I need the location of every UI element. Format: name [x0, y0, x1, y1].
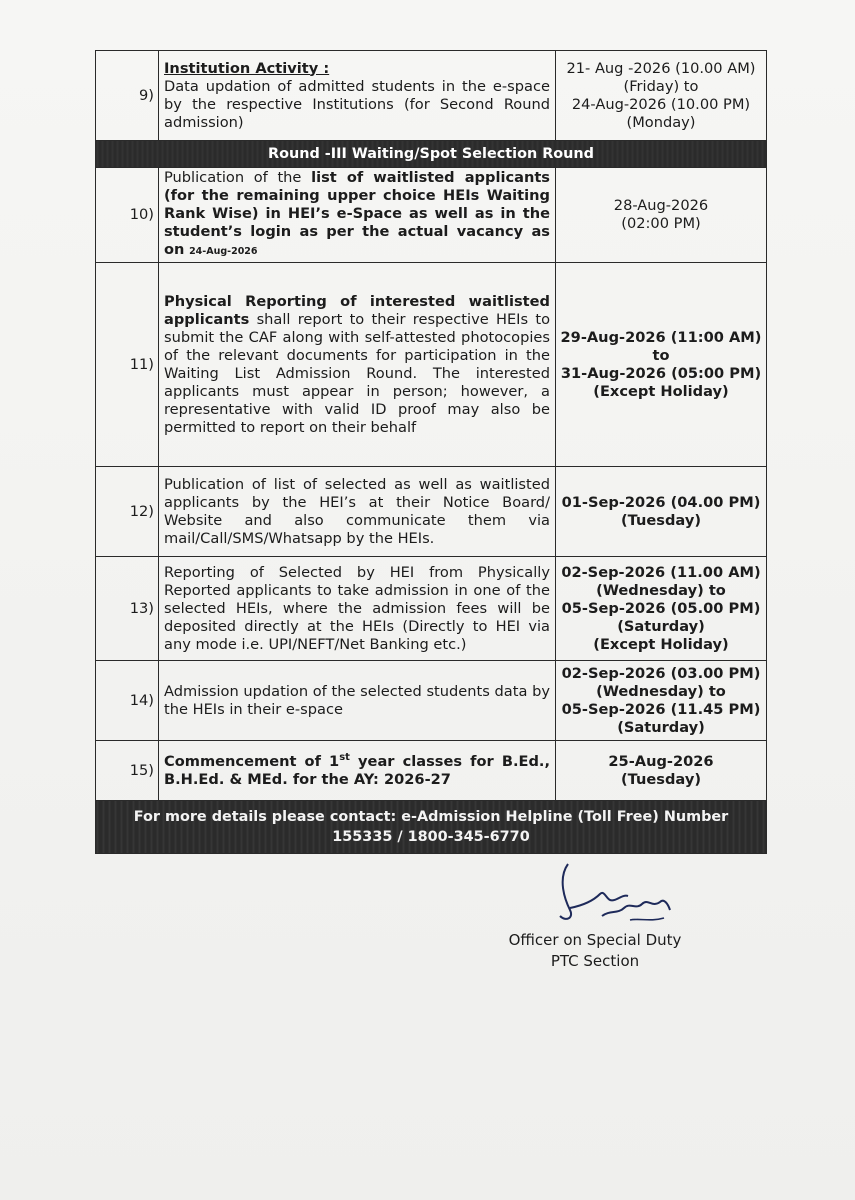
row-date	[556, 741, 767, 801]
date-line: (Saturday)	[617, 617, 705, 635]
desc-bold: list of waitlisted applicants (for the remaining upper choice HEIs Waiting Rank Wise) in HEI’s e-Space as well as in the student’s login as per the actual vacancy as on	[164, 169, 550, 258]
desc-bold: Physical Reporting of interested waitlisted applicants	[164, 292, 550, 328]
signatory-block	[470, 930, 720, 972]
row-date	[556, 168, 767, 263]
date-line: 01-Sep-2026 (04.00 PM)	[561, 493, 761, 511]
row-description: Reporting of Selected by HEI from Physically Reported applicants to take admission in one of the selected HEIs, where the admission fees will be deposited directly at the HEIs (Directly to HEI via any mode i.e. UPI/NEFT/Net Banking etc.)	[159, 557, 556, 661]
row-number: 11)	[96, 263, 159, 467]
date-line: (02:00 PM)	[621, 215, 701, 232]
schedule-table	[95, 50, 767, 854]
date-line: (Except Holiday)	[593, 635, 729, 653]
date-line: (Friday) to	[623, 77, 699, 95]
desc-small-date: 24-Aug-2026	[189, 246, 258, 257]
table-row	[96, 263, 767, 467]
date-line: (Wednesday) to	[596, 682, 726, 700]
date-line: 28-Aug-2026	[613, 197, 709, 214]
date-line: (Tuesday)	[620, 511, 702, 529]
row-number: 13)	[96, 557, 159, 661]
date-line: (Except Holiday)	[593, 382, 729, 400]
date-line: 02-Sep-2026 (03.00 PM)	[561, 664, 761, 682]
date-line: (Wednesday) to	[596, 581, 726, 599]
row-date	[556, 263, 767, 467]
date-line: (Monday)	[626, 113, 696, 131]
desc-part: Commencement of 1	[164, 752, 340, 770]
date-line: (Tuesday)	[620, 770, 702, 788]
row-date	[556, 557, 767, 661]
row-number: 10)	[96, 168, 159, 263]
date-line: 21- Aug -2026 (10.00 AM)	[566, 59, 756, 77]
row-number: 15)	[96, 741, 159, 801]
date-line: 31-Aug-2026 (05:00 PM)	[560, 364, 762, 382]
contact-band	[96, 801, 767, 854]
signatory-section: PTC Section	[550, 952, 640, 970]
row-description: Publication of list of selected as well as waitlisted applicants by the HEI’s at their Notice Board/ Website and also communicate them via mail/Call/SMS/Whatsapp by the HEIs.	[159, 467, 556, 557]
date-line: 24-Aug-2026 (10.00 PM)	[571, 95, 751, 113]
row-date	[556, 661, 767, 741]
helpline-numbers: 155335 / 1800-345-6770	[332, 829, 530, 845]
desc-part: year classes for B.Ed., B.H.Ed. & MEd. for the AY: 2026-27	[164, 752, 551, 788]
date-line: 05-Sep-2026 (11.45 PM)	[561, 700, 761, 718]
table-row	[96, 51, 767, 141]
signatory-designation: Officer on Special Duty	[508, 931, 682, 949]
table-row	[96, 557, 767, 661]
round-band	[96, 141, 767, 168]
table-row	[96, 741, 767, 801]
row-date	[556, 51, 767, 141]
date-line: 25-Aug-2026	[608, 752, 714, 770]
activity-title: Institution Activity :	[164, 59, 330, 77]
contact-line: For more details please contact: e-Admission Helpline (Toll Free) Number	[133, 809, 729, 825]
desc-plain: Publication of the	[164, 169, 312, 186]
table-row	[96, 661, 767, 741]
desc-plain: shall report to their respective HEIs to submit the CAF along with self-attested photocopies of the relevant documents for participation in the Waiting List Admission Round. The interested applicants must appear in person; however, a representative with valid ID proof may also be permitted to report on their behalf	[164, 310, 550, 436]
row-number: 12)	[96, 467, 159, 557]
activity-text: Data updation of admitted students in the e-space by the respective Institutions (for Second Round admission)	[164, 77, 550, 131]
round-band-title: Round -III Waiting/Spot Selection Round	[96, 141, 767, 168]
table-row	[96, 467, 767, 557]
row-date	[556, 467, 767, 557]
date-line: to	[652, 346, 670, 364]
row-description	[159, 263, 556, 467]
row-description	[159, 168, 556, 263]
date-line: 05-Sep-2026 (05.00 PM)	[561, 599, 761, 617]
row-number: 9)	[96, 51, 159, 141]
row-description: Admission updation of the selected students data by the HEIs in their e-space	[159, 661, 556, 741]
date-line: 29-Aug-2026 (11:00 AM)	[560, 328, 762, 346]
row-description	[159, 51, 556, 141]
date-line: (Saturday)	[617, 718, 705, 736]
contact-text	[96, 801, 767, 854]
date-line: 02-Sep-2026 (11.00 AM)	[561, 563, 761, 581]
row-description	[159, 741, 556, 801]
desc-superscript: st	[339, 751, 350, 763]
table-row	[96, 168, 767, 263]
row-number: 14)	[96, 661, 159, 741]
